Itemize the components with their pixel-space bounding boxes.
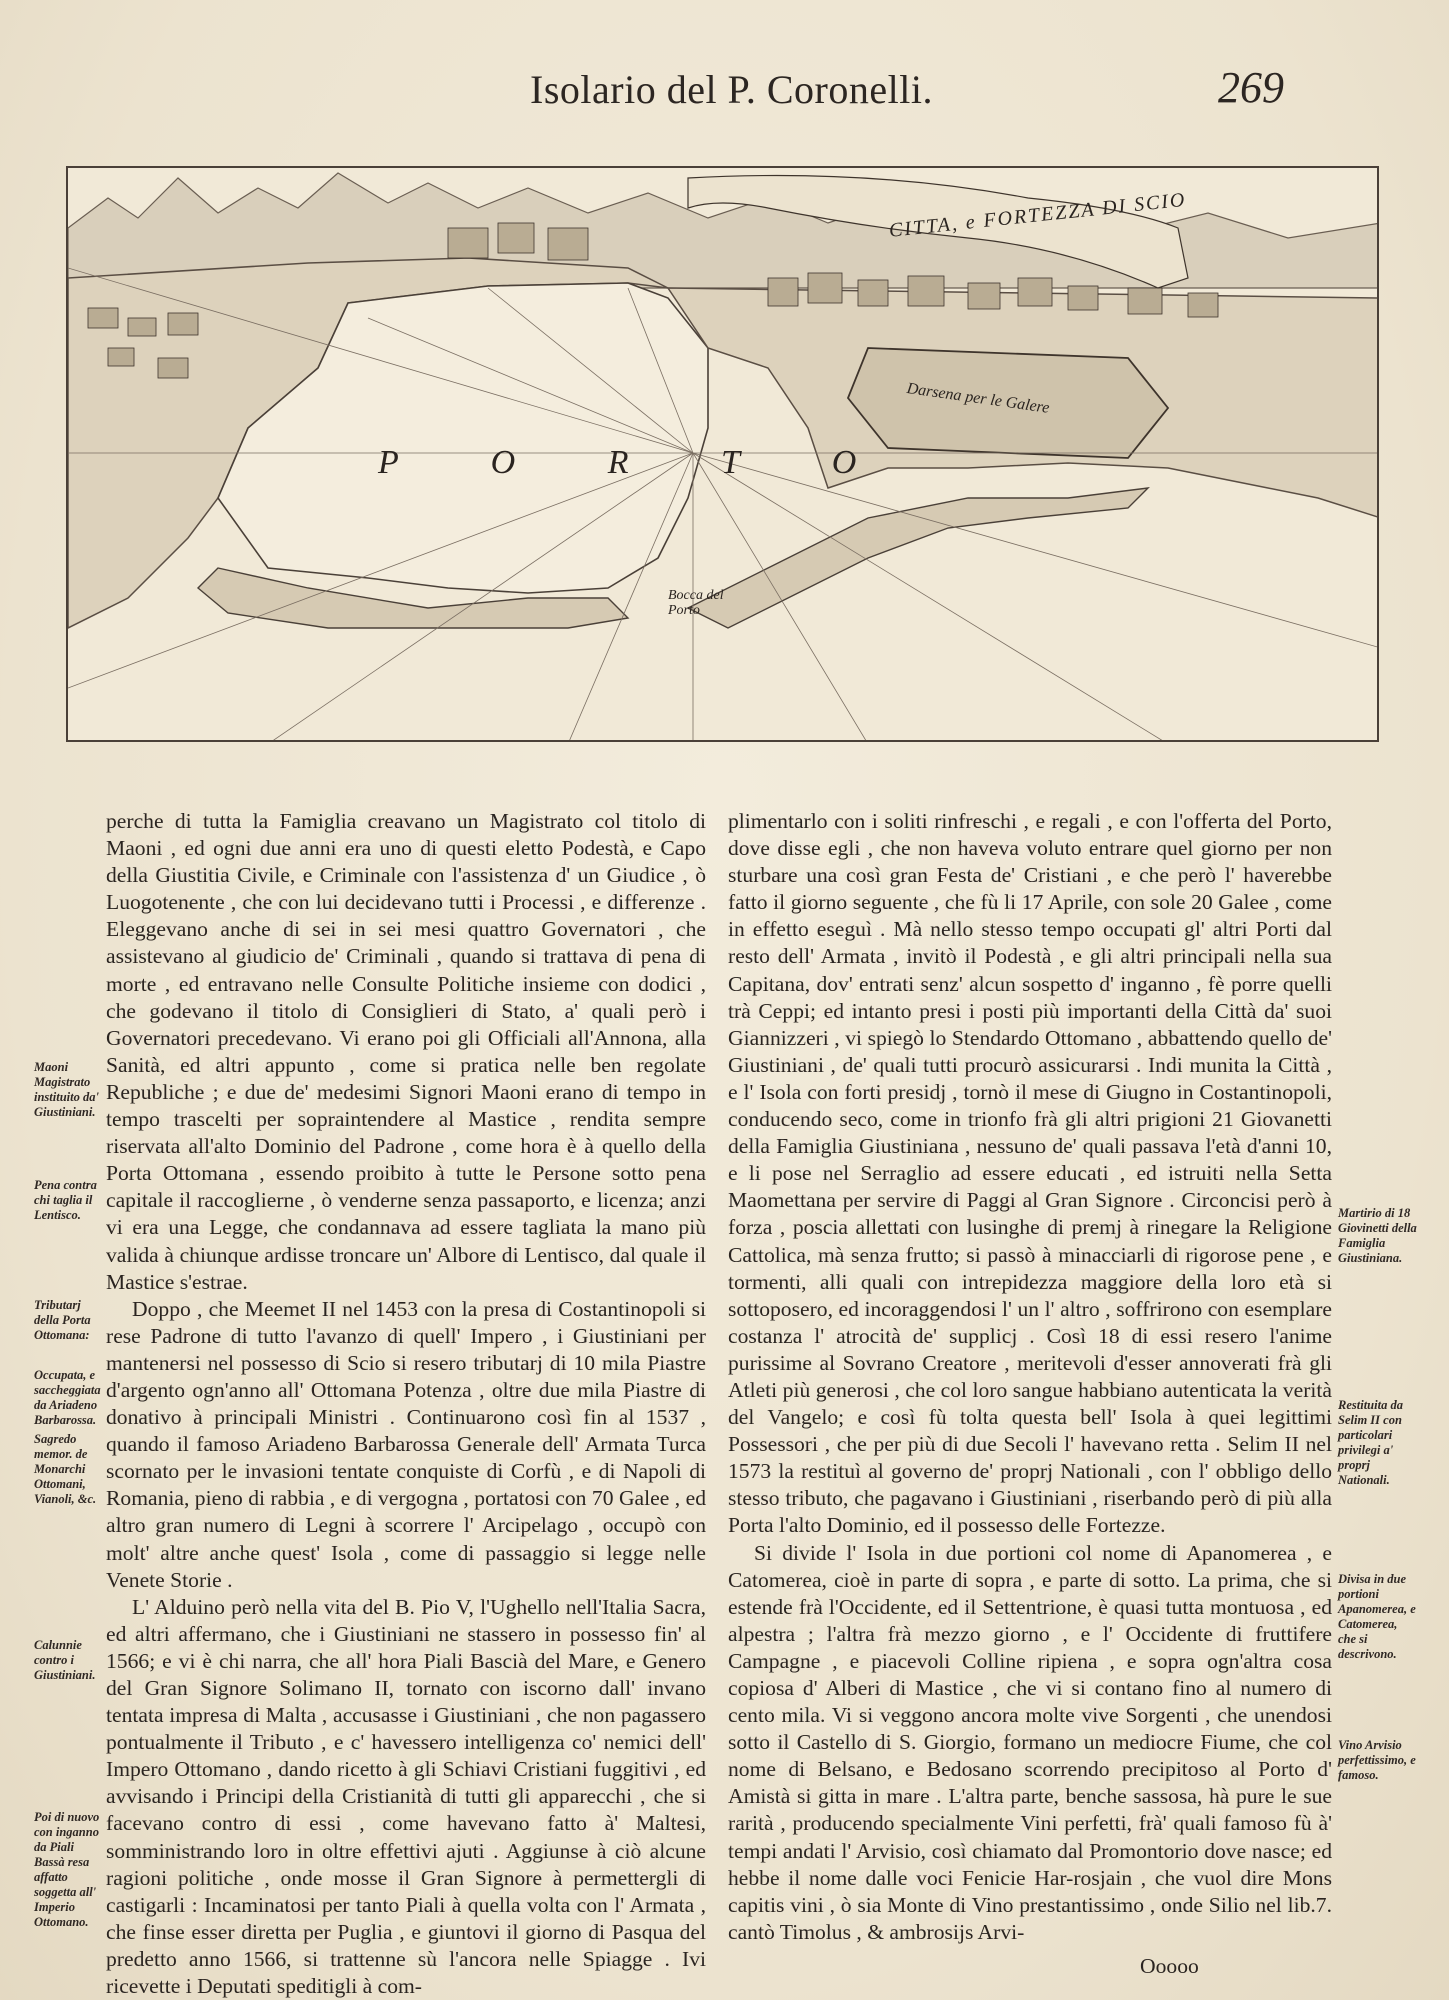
catchword: Ooooo [1140,1954,1199,1978]
margin-note: Restituita da Selim II con particolari privilegi a' proprj Nationali. [1338,1398,1403,1487]
left-text-column [106,808,706,2000]
margin-note: Martirio di 18 Giovinetti della Famiglia Giustiniana. [1338,1206,1417,1265]
page-number: 269 [1218,63,1284,112]
paragraph: perche di tutta la Famiglia creavano un Magistrato col titolo di Maoni , ed ogni due anni era uno di questi eletto Podestà, e Capo della Giustitia Civile, e Criminale con l'assistenza d' un Giudice , ò Luogotenente , che con lui decidevano tutti i Processi , e differenze . Eleggevano anche di sei in sei mesi quattro Governatori , che assistevano al giudicio de' Criminali , quando si trattava di pena di morte , ed entravano nelle Consulte Politiche insieme con dodici , che godevano il titolo di Consiglieri di Stato, a' quali però i Governatori precedevano. Vi erano poi gli Officiali all'Annona, alla Sanità, ed altri appunto , come si pratica nelle ben regolate Republiche ; e due de' medesimi Signori Maoni erano di tempo in tempo trascelti per sopraintendere al Mastice , rendita sempre riservata all'alto Dominio del Padrone , come hora è à quello della Porta Ottomana , essendo proibito à tutte le Persone sotto pena capitale il raccoglierne , ò venderne senza passaporto, e licenza; anzi vi era una Legge, che condannava ad essere tagliata la mano più valida à chiunque ardisse troncare un' Albore di Lentisco, dal quale il Mastice s'estrae. [106,809,706,1294]
margin-note: Divisa in due portioni Apanomerea, e Catomerea, che si descrivono. [1338,1572,1416,1661]
map-label-darsena: Darsena per le Galere [905,380,1051,417]
map-title-cartouche: CITTA, e FORTEZZA DI SCIO [888,188,1188,242]
margin-note: Maoni Magistrato instituito da' Giustiniani. [34,1060,99,1119]
right-mole [688,488,1148,628]
paragraph: L' Alduino però nella vita del B. Pio V, l'Ughello nell'Italia Sacra, ed altri affermano, che i Giustiniani ne stassero in possesso fin' al 1566; e vi è chi narra, che all' hora Piali Bascià del Mare, e Genero del Gran Signore Solimano II, tornato con iscorno dall' invano tentata impresa di Malta , accusasse i Giustiniani , che non pagassero pontualmente il Tributo , e c' havessero intelligenza co' nemici dell' Impero Ottomano , dando ricetto à gli Schiavi Cristiani fuggitivi , ed avvisando i Principi della Cristianità di tutti gli apparecchi , che si facevano contro di essi , come havevano fatto à' Maltesi, somministrando loro in oltre effettivi ajuti . Aggiunse à ciò alcune ragioni politiche , onde mosse il Gran Signore à permettergli di castigarli : Incaminatosi per tanto Piali à quella volta con l' Armata , che finse esser diretta per Puglia , e giuntovi il giorno di Pasqua del predetto anno 1566, si trattenne sù l'ancora nelle Spiagge . Ivi ricevette i Deputati speditigli à com- [106,1594,706,1999]
paragraph: plimentarlo con i soliti rinfreschi , e regali , e con l'offerta del Porto, dove disse egli , che non haveva voluto entrare quel giorno per non sturbare una così gran Festa de' Cristiani , e che però l' haverebbe fatto il giorno seguente , che fù li 17 Aprile, con sole 20 Galee , come in effetto eseguì . Mà nello stesso tempo occupati gl' altri Porti dal resto dell' Armata , invitò il Podestà , e gli altri principali nella sua Capitana, dov' entrati senz' alcun sospetto d' inganno , fè porre quelli trà Ceppi; ed intanto presi i posti più importanti della Città da' suoi Giannizzeri , vi spiegò lo Stendardo Ottomano , abbattendo quello de' Giustiniani , de' quali tutti procurò assicurarsi . Indi munita la Città , e l' Isola con forti presidj , tornò il mese di Giugno in Costantinopoli, conducendo seco, come in trionfo frà gli altri prigioni 21 Giovanetti della Famiglia Giustiniana , nessuno de' quali passava l'età d'anni 10, e li pose nel Serraglio ad essere educati , ed istruiti nella Setta Maomettana per servire di Paggi al Gran Signore . Circoncisi però à forza , poscia allettati con lusinghe di premj à rinegare la Religione Cattolica, mà senza frutto; si passò à minacciarli di rigorose pene , e tormenti, alli quali con intrepidezza maggiore della loro età si sottoposero, ed incoraggendosi l' un l' altro , soffrirono con esemplare costanza l' atrocità de' supplicj . Così 18 di essi resero l'anime purissime al Sovrano Creatore , meritevoli d'esser annoverati frà gli Atleti più generosi , che col loro sangue habbiano autenticata la verità del Vangelo; e così fù tolta questa bell' Isola à quei legittimi Possessori , che per più di due Secoli l' havevano retta . Selim II nel 1573 la restituì al governo de' proprj Nationali , con l' obbligo dello stesso tributo, che pagavano i Giustiniani , riserbando però di più alla Porta l'alto Dominio, ed il possesso delle Fortezze. [728,809,1332,1538]
engraved-map-plate [66,166,1379,742]
running-title: Isolario del P. Coronelli. [530,67,933,112]
margin-note: Tributarj della Porta Ottomana: [34,1298,91,1342]
margin-note: Calunnie contro i Giustiniani. [34,1638,96,1682]
right-text-column [728,808,1332,1946]
margin-note: Occupata, e saccheggiata da Ariadeno Barbarossa. [34,1368,101,1427]
margin-note: Poi di nuovo con inganno da Piali Bassà resa affatto soggetta all' Imperio Ottomano. [34,1810,100,1929]
margin-note: Pena contra chi taglia il Lentisco. [34,1178,97,1222]
paragraph: Doppo , che Meemet II nel 1453 con la presa di Costantinopoli si rese Padrone di tutto l'avanzo di quell' Impero , i Giustiniani per mantenersi nel possesso di Scio si resero tributarj di 10 mila Piastre d'argento ogn'anno all' Ottomana Potenza , oltre due mila Piastre di donativo à principali Ministri . Continuarono così fin al 1537 , quando il famoso Ariadeno Barbarossa Generale dell' Armata Turca scornato per le invasioni tentate conquiste di Corfù , e di Napoli di Romania, pieno di rabbia , e di vergogna , portatosi con 70 Galee , ed altro gran numero di Legni à scorrere l' Arcipelago , occupò con molt' altre anche quest' Isola , come di passaggio si legge nelle Venete Storie . [106,1296,706,1592]
margin-note: Vino Arvisio perfettissimo, e famoso. [1338,1738,1416,1782]
map-label-porto: P O R T O [378,444,899,481]
margin-note: Sagredo memor. de Monarchi Ottomani, Vianoli, &c. [34,1432,97,1506]
paragraph: Si divide l' Isola in due portioni col nome di Apanomerea , e Catomerea, cioè in parte di sopra , e parte di sotto. La prima, che si estende frà l'Occidente, ed il Settentrione, è quasi tutta montuosa , ed alpestra ; l'altra frà mezzo giorno , e l' Occidente di fruttifere Campagne , e piacevoli Colline ripiena , e sopra ogn'altra cosa copiosa d' Alberi di Mastice , che vi si contano fino al numero di cento mila. Vi si veggono ancora molte vive Sorgenti , che unendosi sotto il Castello di S. Giorgio, formano un mediocre Fiume, che col nome di Belsano, e Bedosano scorrendo precipitoso al Porto d' Amistà si gitta in mare . L'altra parte, benche sassosa, hà pure le sue rarità , producendo specialmente Vini perfetti, frà' quali famoso fù à' tempi andati l' Arvisio, così chiamato dal Promontorio dove nasce; ed hebbe il nome dalle voci Fenicie Har-rosjain , che vuol dire Mons capitis vini , ò sia Monte di Vino prestantissimo , onde Silio nel lib.7. cantò Timolus , & ambrosijs Arvi- [728,1540,1332,1944]
map-label-bocca: Bocca del Porto [668,588,724,618]
